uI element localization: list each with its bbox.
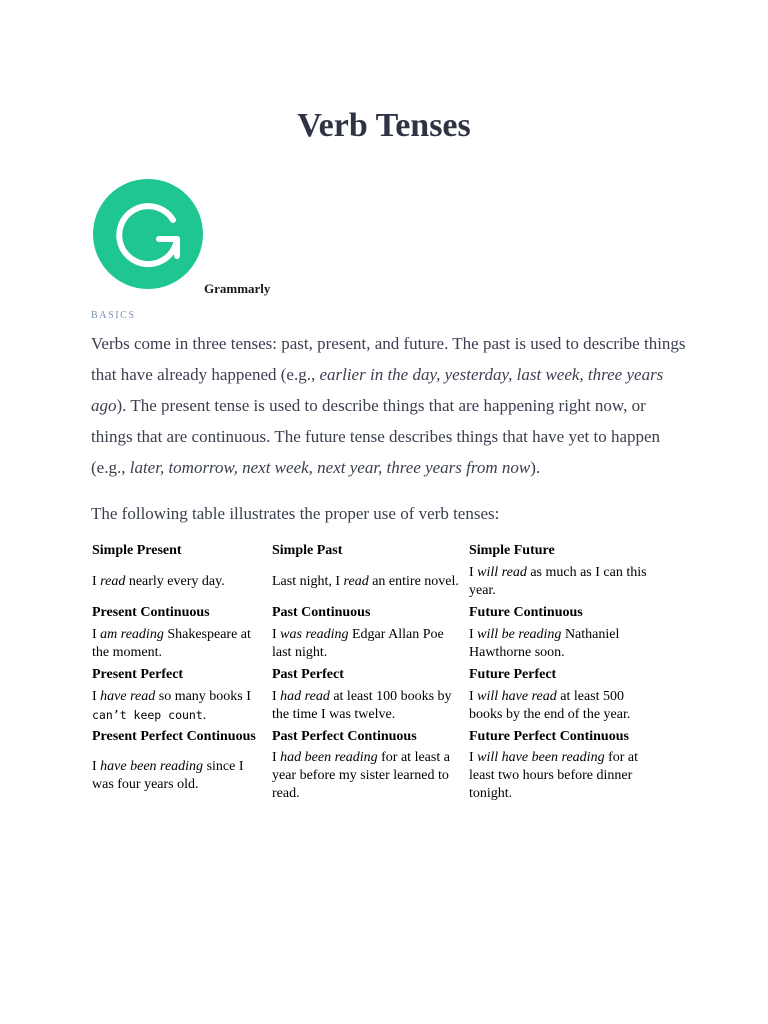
table-cell [269, 562, 466, 602]
table-row [89, 686, 659, 726]
table-cell [269, 686, 466, 726]
table-header-cell: Past Perfect [272, 667, 344, 682]
table-cell [466, 686, 659, 726]
table-cell [89, 748, 269, 804]
cell-verb: am reading [100, 627, 164, 642]
table-header-cell: Present Perfect [92, 667, 184, 682]
intro-example-future: later, tomorrow, next week, next year, three years from now [129, 458, 531, 477]
cell-text: I [92, 627, 101, 642]
table-header-cell: Present Perfect Continuous [92, 729, 256, 744]
cell-text: I [469, 689, 478, 704]
intro-text: ). The present tense is used to describe things that are happening right now, or things that are continuous. The future tense describes things that have yet to happen (e.g., [91, 396, 661, 477]
table-cell [89, 624, 269, 664]
cell-text: I [272, 750, 281, 765]
cell-verb: had read [280, 689, 330, 704]
table-header-cell: Future Perfect [469, 667, 557, 682]
cell-verb: had been reading [280, 750, 378, 765]
table-cell [89, 686, 269, 726]
cell-text: for at least two hours before dinner tonight. [469, 750, 639, 801]
cell-text: for at least a year before my sister learned to read. [272, 750, 450, 801]
table-cell [466, 748, 659, 804]
intro-text: Verbs come in three tenses: past, present, and future. The past is used to describe things that have already happened (e.g., [91, 334, 686, 384]
cell-text: Last night, I [272, 574, 344, 589]
table-header-row [89, 602, 659, 624]
table-header-row [89, 726, 659, 748]
table-header-cell: Simple Present [92, 543, 182, 558]
cell-verb: will have read [477, 689, 557, 704]
table-header-cell: Past Perfect Continuous [272, 729, 417, 744]
table-cell [89, 562, 269, 602]
page-title: Verb Tenses [297, 107, 471, 144]
cell-verb: read [343, 574, 369, 589]
cell-text: I [92, 574, 101, 589]
cell-verb: have read [100, 688, 156, 704]
intro-example-past: earlier in the day, yesterday, last week, three years ago [91, 365, 664, 415]
cell-text: at least 500 books by the end of the year. [469, 689, 631, 722]
cell-text: Shakespeare at the moment. [92, 627, 251, 660]
category-label: BASICS [91, 310, 136, 321]
table-header-cell: Simple Future [469, 543, 555, 558]
table-header-row [89, 540, 659, 562]
grammarly-logo [93, 179, 203, 289]
table-header-row [89, 664, 659, 686]
intro-text: ). [530, 458, 541, 477]
brand-name: Grammarly [204, 281, 271, 296]
intro-paragraph [91, 328, 691, 483]
table-header-cell: Future Continuous [469, 605, 583, 620]
cell-text: . [202, 707, 207, 723]
cell-text: since I was four years old. [92, 759, 244, 792]
cell-text: I [92, 759, 101, 774]
table-header-cell: Present Continuous [92, 605, 210, 620]
cell-verb: was reading [280, 627, 349, 642]
cell-text: nearly every day. [125, 574, 225, 589]
cell-text: Nathaniel Hawthorne soon. [469, 627, 620, 660]
cell-verb: will have been reading [477, 750, 605, 765]
cell-text: an entire novel. [368, 574, 459, 589]
table-row [89, 748, 659, 804]
cell-verb: read [100, 574, 126, 589]
table-header-cell: Future Perfect Continuous [469, 729, 629, 744]
cell-text: at least 100 books by the time I was twelve. [272, 689, 452, 722]
cell-text: I [272, 627, 281, 642]
table-cell [269, 624, 466, 664]
cell-text-mono: can’t keep count [92, 707, 203, 722]
grammarly-g-icon [93, 179, 203, 289]
table-lead-text: The following table illustrates the proper use of verb tenses: [91, 504, 500, 523]
cell-text: so many books I [155, 688, 251, 704]
table-row [89, 624, 659, 664]
table-header-cell: Past Continuous [272, 605, 371, 620]
verb-tenses-table [89, 540, 659, 804]
cell-text: I [469, 565, 478, 580]
cell-text: I [469, 627, 478, 642]
table-cell [466, 624, 659, 664]
table-cell [269, 748, 466, 804]
cell-text: I [272, 689, 281, 704]
cell-verb: will read [477, 565, 527, 580]
table-cell [466, 562, 659, 602]
table-header-cell: Simple Past [272, 543, 343, 558]
cell-text: as much as I can this year. [469, 565, 647, 598]
cell-verb: have been reading [100, 759, 204, 774]
cell-text: I [92, 688, 101, 704]
cell-text: I [469, 750, 478, 765]
table-row [89, 562, 659, 602]
cell-text: Edgar Allan Poe last night. [272, 627, 444, 660]
cell-verb: will be reading [477, 627, 562, 642]
